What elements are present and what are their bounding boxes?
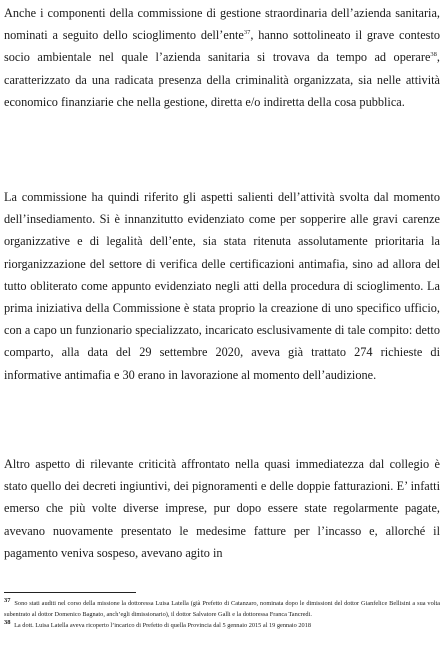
paragraph-3 [4, 453, 440, 564]
paragraph-1 [4, 2, 440, 113]
footnote-37 [4, 598, 440, 620]
footnote-separator [4, 592, 136, 593]
footnote-number: 37 [4, 596, 11, 604]
paragraph-1-text-b: , hanno sottolineato il grave contesto socio ambientale nel quale l’azienda sanitaria si trovava da tempo ad operare [4, 28, 441, 65]
footnote-number: 38 [4, 618, 11, 626]
footnote-ref-37[interactable]: 37 [243, 29, 251, 37]
paragraph-1-text-a: Anche i componenti della commissione di gestione straordinaria dell’azienda sanitaria, nominati a seguito dello scioglimento dell’ente [4, 6, 440, 43]
paragraph-1-text-c: , caratterizzato da una radicata presenza della criminalità organizzata, sia nelle attività economico finanziarie che nella gestione, diretta e/o indiretta della cosa pubblica. [4, 50, 440, 109]
paragraph-2-text: La commissione ha quindi riferito gli aspetti salienti dell’attività svolta dal momento dell’insediamento. Si è innanzitutto evidenziato come per sopperire alle gravi carenze organizzative e di legalità dell’ente, sia stata ritenuta assolutamente prioritaria la riorganizzazione del settore di verifica delle certificazioni antimafia, sino ad allora del tutto obliterato come appunto evidenziato negli atti della procedura di scioglimento. La prima iniziativa della Commissione è stata proprio la creazione di uno specifico ufficio, con a capo un funzionario specializzato, incaricato esclusivamente di tale compito: detto comparto, alla data del 29 settembre 2020, aveva già trattato 274 richieste di informative antimafia e 30 erano in lavorazione al momento dell’audizione. [4, 190, 440, 382]
footnotes [4, 598, 440, 631]
footnote-text: La dott. Luisa Latella aveva ricoperto l’incarico di Prefetto di quella Provincia dal 5 gennaio 2015 al 19 gennaio 2018 [14, 622, 311, 629]
footnote-38 [4, 620, 440, 631]
paragraph-2 [4, 186, 440, 386]
paragraph-3-text: Altro aspetto di rilevante criticità affrontato nella quasi immediatezza dal collegio è stato quello dei decreti ingiuntivi, dei pignoramenti e delle doppie fatturazioni. E’ infatti emerso che più volte diverse imprese, pur dopo essere state regolarmente pagate, avevano nuovamente presentato le medesime fatture per l’incasso e, allorché il pagamento veniva sospeso, avevano agito in [4, 457, 440, 560]
footnote-text: Sono stati auditi nel corso della missione la dottoressa Luisa Latella (già Prefetto di Catanzaro, nominata dopo le dimissioni del dottor Gianfelice Bellisini a sua volta subentrato al dottor Domenico Bagnato, anch’egli dimissionario), il dottor Salvatore Galli e la dottoressa Franca Tancredi. [4, 600, 441, 618]
footnote-ref-38[interactable]: 38 [430, 51, 437, 59]
